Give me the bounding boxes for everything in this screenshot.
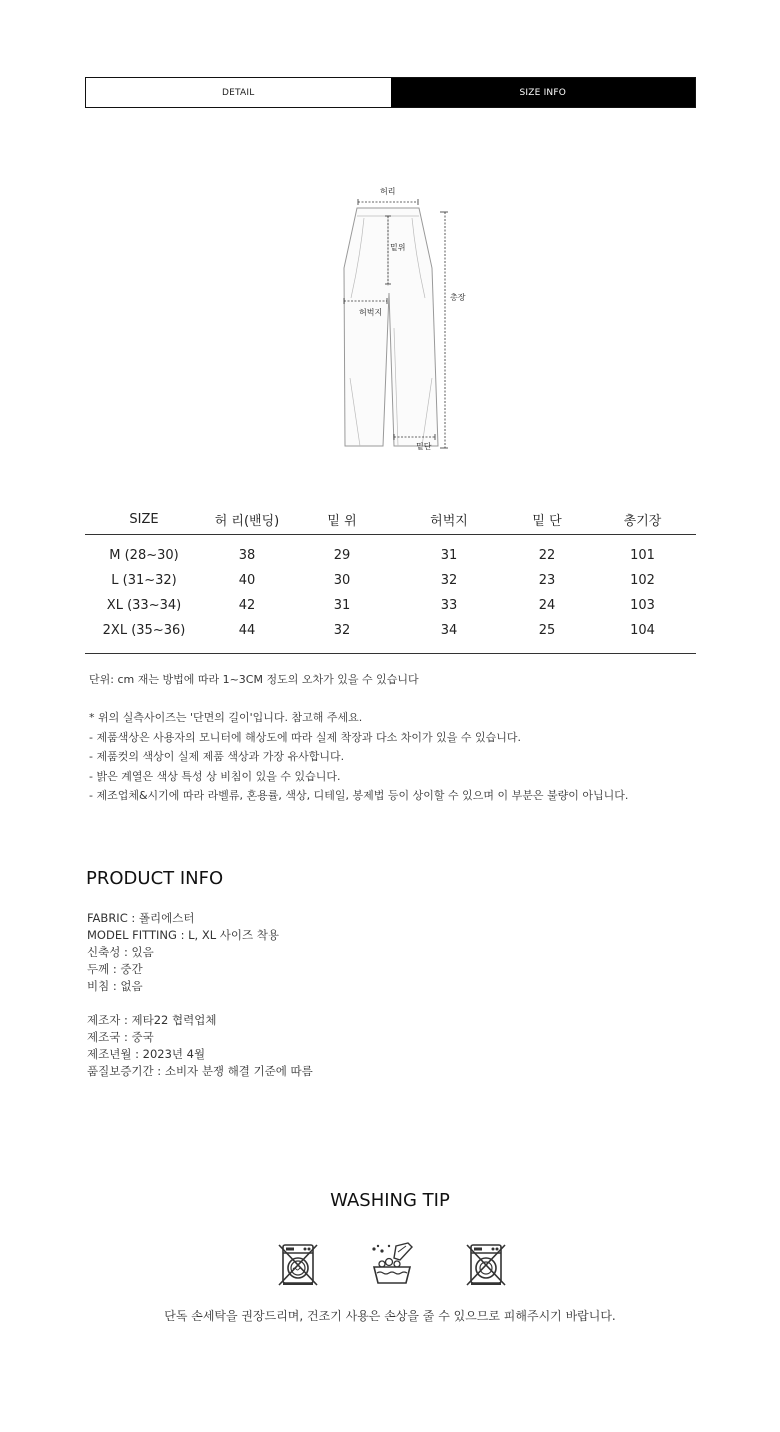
table-cell: 29 xyxy=(333,548,351,563)
table-cell: 101 xyxy=(630,548,655,563)
table-cell: L (31~32) xyxy=(111,573,177,588)
no-dryer-icon xyxy=(462,1242,510,1288)
note-line: - 제품색상은 사용자의 모니터에 해상도에 따라 실제 착장과 다소 차이가 있을 수 있습니다. xyxy=(89,730,521,744)
tab-detail[interactable]: DETAIL xyxy=(86,78,391,107)
table-row xyxy=(85,568,696,593)
size-notes xyxy=(89,708,628,806)
table-cell: 2XL (35~36) xyxy=(102,623,186,638)
washing-machine-no-icon xyxy=(274,1242,322,1288)
table-cell: 31 xyxy=(333,598,351,613)
pants-measurement-diagram xyxy=(320,178,480,458)
size-table-body xyxy=(85,535,696,654)
header-length: 총기장 xyxy=(623,514,662,529)
maker-line: 제조년월 : 2023년 4월 xyxy=(87,1047,206,1061)
table-cell: 24 xyxy=(538,598,556,613)
table-cell: 25 xyxy=(538,623,556,638)
header-thigh: 허벅지 xyxy=(430,514,468,529)
table-cell: 33 xyxy=(440,598,458,613)
table-cell: 34 xyxy=(440,623,458,638)
tab-size-info[interactable]: SIZE INFO xyxy=(391,78,696,107)
table-cell: 31 xyxy=(440,548,458,563)
note-line: - 밝은 계열은 색상 특성 상 비침이 있을 수 있습니다. xyxy=(89,769,341,783)
note-line: * 위의 실측사이즈는 '단면의 길이'입니다. 참고해 주세요. xyxy=(89,711,363,724)
table-cell: 42 xyxy=(238,598,256,613)
note-line: - 제조업체&시기에 따라 라벨류, 혼용률, 색상, 디테일, 봉제법 등이 상이할 수 있으며 이 부분은 불량이 아닙니다. xyxy=(89,789,629,803)
table-cell: 104 xyxy=(630,623,655,638)
table-cell: 32 xyxy=(333,623,351,638)
table-row xyxy=(85,593,696,618)
table-cell: 38 xyxy=(238,548,256,563)
header-hem: 밑 단 xyxy=(532,514,562,529)
table-cell: 22 xyxy=(538,548,556,563)
table-cell: 102 xyxy=(630,573,655,588)
table-cell: 103 xyxy=(630,598,655,613)
label-thigh: 허벅지 xyxy=(359,308,383,317)
label-rise: 밑위 xyxy=(390,243,406,252)
size-table xyxy=(85,505,696,654)
spec-line: 두께 : 중간 xyxy=(87,962,143,976)
spec-line: FABRIC : 폴리에스터 xyxy=(87,911,195,925)
table-cell: 40 xyxy=(238,573,256,588)
size-table-header xyxy=(85,505,696,535)
maker-line: 제조국 : 중국 xyxy=(87,1030,154,1044)
note-line: - 제품컷의 색상이 실제 제품 색상과 가장 유사합니다. xyxy=(89,750,345,764)
spec-line: 신축성 : 있음 xyxy=(87,945,154,959)
table-row xyxy=(85,543,696,568)
table-cell: M (28~30) xyxy=(109,548,179,563)
table-cell: 23 xyxy=(538,573,556,588)
table-cell: 30 xyxy=(333,573,351,588)
table-row xyxy=(85,618,696,643)
washing-description: 단독 손세탁을 권장드리며, 건조기 사용은 손상을 줄 수 있으므로 피해주시기 바랍니다. xyxy=(164,1309,616,1323)
table-cell: 32 xyxy=(440,573,458,588)
header-size: SIZE xyxy=(129,512,159,527)
label-waist: 허리 xyxy=(380,187,396,196)
hand-wash-icon xyxy=(368,1242,416,1288)
table-cell: 44 xyxy=(238,623,256,638)
spec-line: 비침 : 없음 xyxy=(87,979,143,993)
unit-note: 단위: cm 재는 방법에 따라 1~3CM 정도의 오차가 있을 수 있습니다 xyxy=(89,673,419,686)
label-hem: 밑단 xyxy=(416,442,432,451)
tab-bar xyxy=(85,77,696,108)
washing-icons xyxy=(274,1242,510,1290)
product-info-list xyxy=(87,910,313,1080)
washing-tip-title: WASHING TIP xyxy=(330,1190,450,1211)
product-info-title: PRODUCT INFO xyxy=(86,868,224,889)
header-waist: 허 리(밴딩) xyxy=(214,514,280,529)
label-total-length: 총장 xyxy=(450,293,466,302)
header-rise: 밑 위 xyxy=(327,514,357,529)
maker-line: 제조자 : 제타22 협력업체 xyxy=(87,1013,217,1027)
spec-line: MODEL FITTING : L, XL 사이즈 착용 xyxy=(87,928,279,942)
maker-line: 품질보증기간 : 소비자 분쟁 해결 기준에 따름 xyxy=(87,1064,313,1078)
table-cell: XL (33~34) xyxy=(106,598,182,613)
